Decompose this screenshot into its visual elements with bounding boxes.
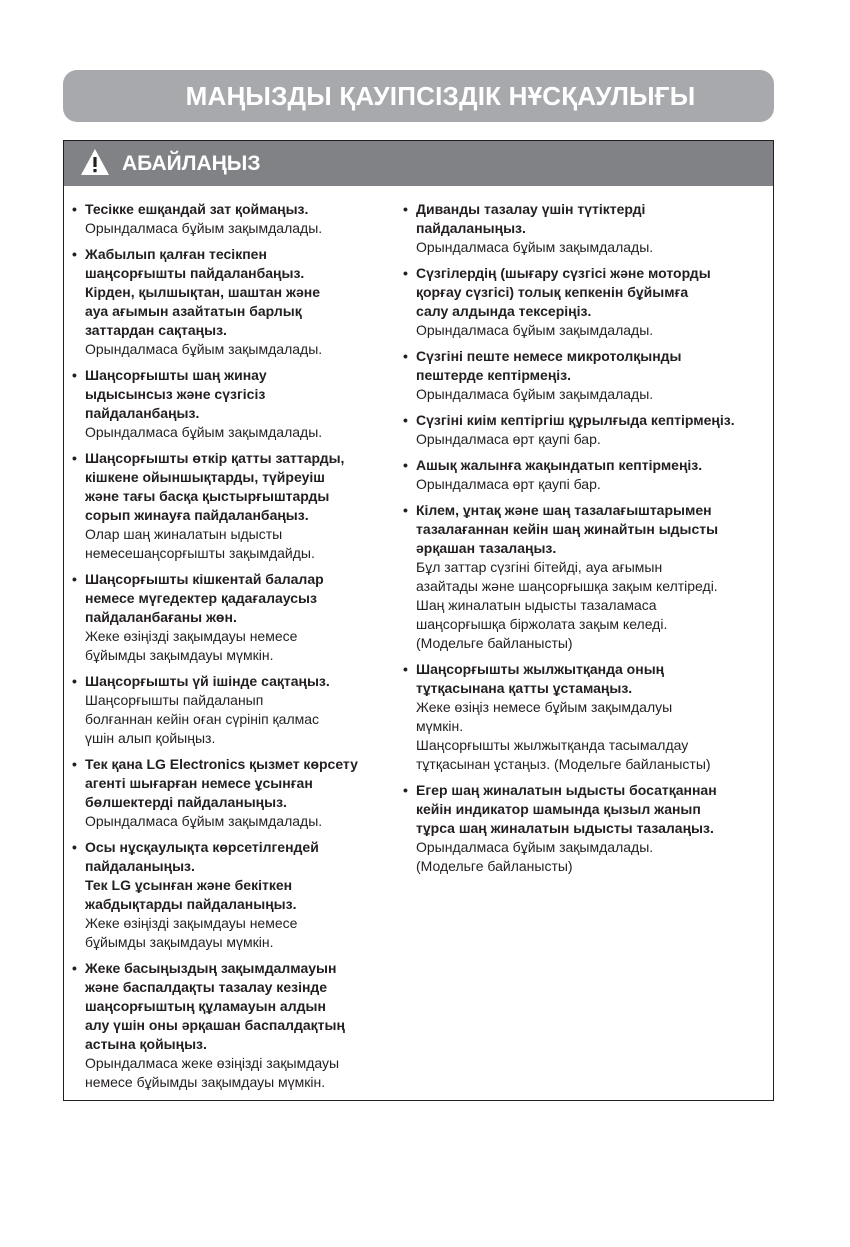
title-banner <box>63 70 774 122</box>
item-consequence: Орындалмаса жеке өзіңізді зақымдауы немесе бұйымды зақымдауы мүмкін. <box>85 1055 340 1090</box>
list-item: • Кілем, ұнтақ және шаң тазалағыштарымен тазалағаннан кейін шаң жинайтын ыдысты әрқашан тазалаңыз. Бұл заттар сүзгіні бітейді, ауа ағымын азайтады және шаңсорғышқа зақым келтіреді. Шаң жиналатын ыдысты тазаламаса шаңсорғышқа біржолата зақым келеді. (Модельге байланысты) <box>403 501 769 653</box>
list-item: • Жабылып қалған тесікпен шаңсорғышты пайдаланбаңыз. Кірден, қылшықтан, шаштан және ауа ағымын азайтатын барлық заттардан сақтаңыз. Орындалмаса бұйым зақымдалады. <box>72 245 390 359</box>
item-consequence: Орындалмаса өрт қаупі бар. <box>416 476 601 492</box>
item-consequence: Орындалмаса бұйым зақымдалады. <box>85 424 323 440</box>
item-heading: Шаңсорғышты кішкентай балалар немесе мүгедектер қадағалаусыз пайдаланбағаны жөн. <box>85 571 324 625</box>
list-item: • Сүзгіні пеште немесе микротолқынды пештерде кептірмеңіз. Орындалмаса бұйым зақымдалады. <box>403 347 769 404</box>
item-heading: Диванды тазалау үшін түтіктерді пайдаланыңыз. <box>416 201 646 236</box>
item-heading: Егер шаң жиналатын ыдысты босатқаннан кейін индикатор шамында қызыл жанып тұрса шаң жиналатын ыдысты тазалаңыз. <box>416 782 717 836</box>
item-consequence: Орындалмаса бұйым зақымдалады. <box>85 220 323 236</box>
list-item: • Егер шаң жиналатын ыдысты босатқаннан кейін индикатор шамында қызыл жанып тұрса шаң жиналатын ыдысты тазалаңыз. Орындалмаса бұйым зақымдалады. (Модельге байланысты) <box>403 781 769 876</box>
list-item: • Диванды тазалау үшін түтіктерді пайдаланыңыз. Орындалмаса бұйым зақымдалады. <box>403 200 769 257</box>
item-consequence: Орындалмаса бұйым зақымдалады. <box>85 341 323 357</box>
list-item: • Осы нұсқаулықта көрсетілгендей пайдаланыңыз. Тек LG ұсынған және бекіткен жабдықтарды пайдаланыңыз. Жеке өзіңізді зақымдауы немесе бұйымды зақымдауы мүмкін. <box>72 838 390 952</box>
item-consequence: Олар шаң жиналатын ыдысты немесешаңсорғышты зақымдайды. <box>85 526 315 561</box>
item-consequence: Орындалмаса бұйым зақымдалады. (Модельге байланысты) <box>416 839 654 874</box>
list-item: • Шаңсорғышты шаң жинау ыдысынсыз және сүзгісіз пайдаланбаңыз. Орындалмаса бұйым зақымдалады. <box>72 366 390 442</box>
item-consequence: Орындалмаса өрт қаупі бар. <box>416 431 601 447</box>
item-heading: Сүзгіні киім кептіргіш құрылғыда кептірмеңіз. <box>416 412 735 428</box>
item-heading: Шаңсорғышты шаң жинау ыдысынсыз және сүзгісіз пайдаланбаңыз. <box>85 367 267 421</box>
item-consequence: Жеке өзіңіз немесе бұйым зақымдалуы мүмкін. Шаңсорғышты жылжытқанда тасымалдау тұтқасынан ұстаңыз. (Модельге байланысты) <box>416 699 711 772</box>
item-consequence: Орындалмаса бұйым зақымдалады. <box>416 239 654 255</box>
list-item: • Шаңсорғышты жылжытқанда оның тұтқасынана қатты ұстамаңыз. Жеке өзіңіз немесе бұйым зақымдалуы мүмкін. Шаңсорғышты жылжытқанда тасымалдау тұтқасынан ұстаңыз. (Модельге байланысты) <box>403 660 769 774</box>
item-heading: Шаңсорғышты жылжытқанда оның тұтқасынана қатты ұстамаңыз. <box>416 661 665 696</box>
left-column <box>72 200 390 1099</box>
item-consequence: Бұл заттар сүзгіні бітейді, ауа ағымын азайтады және шаңсорғышқа зақым келтіреді. Шаң жиналатын ыдысты тазаламаса шаңсорғышқа біржолата зақым келеді. (Модельге байланысты) <box>416 559 718 651</box>
page-title: МАҢЫЗДЫ ҚАУІПСІЗДІК НҰСҚАУЛЫҒЫ <box>185 81 696 111</box>
list-item: • Сүзгілердің (шығару сүзгісі және моторды қорғау сүзгісі) толық кепкенін бұйымға салу алдында тексеріңіз. Орындалмаса бұйым зақымдалады. <box>403 264 769 340</box>
item-heading: Тек қана LG Electronics қызмет көрсету агенті шығарған немесе ұсынған бөлшектерді пайдаланыңыз. <box>85 756 358 810</box>
item-heading: Осы нұсқаулықта көрсетілгендей пайдаланыңыз. Тек LG ұсынған және бекіткен жабдықтарды пайдаланыңыз. <box>85 839 319 912</box>
warning-triangle-icon <box>80 148 110 176</box>
list-item: • Тесікке ешқандай зат қоймаңыз. Орындалмаса бұйым зақымдалады. <box>72 200 390 238</box>
right-column <box>403 200 769 883</box>
caution-header <box>64 141 773 186</box>
caution-box <box>63 140 774 1101</box>
list-item: • Жеке басыңыздың зақымдалмауын және баспалдақты тазалау кезінде шаңсорғыштың құламауын алдын алу үшін оны әрқашан баспалдақтың астына қойыңыз. Орындалмаса жеке өзіңізді зақымдауы немесе бұйымды зақымдауы мүмкін. <box>72 959 390 1092</box>
list-item: • Шаңсорғышты кішкентай балалар немесе мүгедектер қадағалаусыз пайдаланбағаны жөн. Жеке өзіңізді зақымдауы немесе бұйымды зақымдауы мүмкін. <box>72 570 390 665</box>
item-heading: Кілем, ұнтақ және шаң тазалағыштарымен тазалағаннан кейін шаң жинайтын ыдысты әрқашан тазалаңыз. <box>416 502 719 556</box>
caution-label: АБАЙЛАҢЫЗ <box>122 152 261 175</box>
list-item: • Шаңсорғышты үй ішінде сақтаңыз. Шаңсорғышты пайдаланып болғаннан кейін оған сүрініп қалмас үшін алып қойыңыз. <box>72 672 390 748</box>
item-heading: Тесікке ешқандай зат қоймаңыз. <box>85 201 309 217</box>
list-item: • Шаңсорғышты өткір қатты заттарды, кішкене ойыншықтарды, түйреуіш және тағы басқа қыстырғыштарды сорып жинауға пайдаланбаңыз. Олар шаң жиналатын ыдысты немесешаңсорғышты зақымдайды. <box>72 449 390 563</box>
item-heading: Ашық жалынға жақындатып кептірмеңіз. <box>416 457 703 473</box>
item-heading: Жабылып қалған тесікпен шаңсорғышты пайдаланбаңыз. Кірден, қылшықтан, шаштан және ауа ағымын азайтатын барлық заттардан сақтаңыз. <box>85 246 320 338</box>
item-consequence: Жеке өзіңізді зақымдауы немесе бұйымды зақымдауы мүмкін. <box>85 915 298 950</box>
item-heading: Сүзгілердің (шығару сүзгісі және моторды қорғау сүзгісі) толық кепкенін бұйымға салу алдында тексеріңіз. <box>416 265 711 319</box>
item-consequence: Шаңсорғышты пайдаланып болғаннан кейін оған сүрініп қалмас үшін алып қойыңыз. <box>85 692 320 746</box>
item-heading: Сүзгіні пеште немесе микротолқынды пештерде кептірмеңіз. <box>416 348 682 383</box>
item-consequence: Жеке өзіңізді зақымдауы немесе бұйымды зақымдауы мүмкін. <box>85 628 298 663</box>
item-consequence: Орындалмаса бұйым зақымдалады. <box>85 813 323 829</box>
list-item: • Сүзгіні киім кептіргіш құрылғыда кептірмеңіз. Орындалмаса өрт қаупі бар. <box>403 411 769 449</box>
item-consequence: Орындалмаса бұйым зақымдалады. <box>416 386 654 402</box>
item-heading: Жеке басыңыздың зақымдалмауын және баспалдақты тазалау кезінде шаңсорғыштың құламауын алдын алу үшін оны әрқашан баспалдақтың астына қойыңыз. <box>85 960 345 1052</box>
item-heading: Шаңсорғышты өткір қатты заттарды, кішкене ойыншықтарды, түйреуіш және тағы басқа қыстырғыштарды сорып жинауға пайдаланбаңыз. <box>85 450 345 523</box>
item-consequence: Орындалмаса бұйым зақымдалады. <box>416 322 654 338</box>
list-item: • Тек қана LG Electronics қызмет көрсету агенті шығарған немесе ұсынған бөлшектерді пайдаланыңыз. Орындалмаса бұйым зақымдалады. <box>72 755 390 831</box>
item-heading: Шаңсорғышты үй ішінде сақтаңыз. <box>85 673 330 689</box>
list-item: • Ашық жалынға жақындатып кептірмеңіз. Орындалмаса өрт қаупі бар. <box>403 456 769 494</box>
